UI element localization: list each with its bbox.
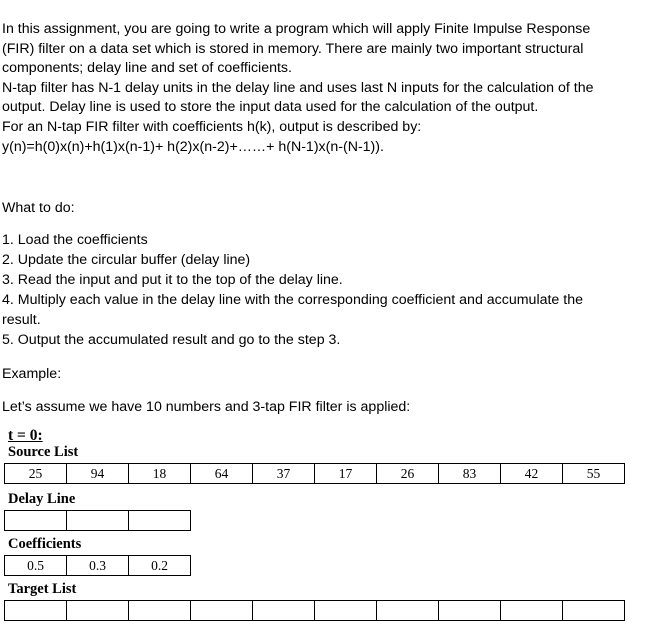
delay-line-table	[4, 510, 191, 531]
coefficients-table	[4, 555, 191, 576]
source-cell: 83	[439, 464, 501, 484]
target-cell	[315, 601, 377, 621]
delay-line-label: Delay Line	[8, 491, 76, 507]
intro-line: output. Delay line is used to store the input data used for the calculation of the output.	[2, 99, 539, 116]
target-list-table	[4, 600, 625, 621]
target-list-label: Target List	[8, 581, 77, 597]
step-item: 2. Update the circular buffer (delay line)	[2, 252, 251, 268]
source-cell: 42	[501, 464, 563, 484]
intro-line: components; delay line and set of coefficients.	[2, 60, 292, 77]
intro-line: In this assignment, you are going to write a program which will apply Finite Impulse Response	[2, 21, 591, 37]
intro-line: N-tap filter has N-1 delay units in the delay line and uses last N inputs for the calculation of the	[2, 79, 594, 96]
fir-equation: y(n)=h(0)x(n)+h(1)x(n-1)+ h(2)x(n-2)+……+ h(N-1)x(n-(N-1)).	[2, 138, 384, 155]
step-item: 3. Read the input and put it to the top of the delay line.	[2, 272, 343, 288]
coefficient-cell: 0.5	[5, 556, 67, 576]
target-cell	[563, 601, 625, 621]
source-cell: 94	[67, 464, 129, 484]
what-to-do-heading: What to do:	[2, 200, 75, 216]
delay-cell	[67, 511, 129, 531]
step-item: 1. Load the coefficients	[2, 232, 148, 248]
coefficient-cell: 0.3	[67, 556, 129, 576]
source-cell: 37	[253, 464, 315, 484]
delay-cell	[5, 511, 67, 531]
time-label: t = 0:	[8, 427, 43, 444]
target-cell	[439, 601, 501, 621]
source-cell: 18	[129, 464, 191, 484]
target-cell	[253, 601, 315, 621]
target-cell	[501, 601, 563, 621]
intro-line: (FIR) filter on a data set which is stored in memory. There are mainly two important structural	[2, 40, 584, 57]
source-cell: 17	[315, 464, 377, 484]
target-cell	[67, 601, 129, 621]
source-cell: 25	[5, 464, 67, 484]
intro-paragraph	[2, 20, 652, 157]
source-cell: 64	[191, 464, 253, 484]
target-cell	[129, 601, 191, 621]
source-list-table	[4, 463, 625, 484]
target-cell	[377, 601, 439, 621]
steps-list	[2, 230, 583, 350]
step-item: 4. Multiply each value in the delay line with the corresponding coefficient and accumulate the	[2, 292, 583, 308]
target-cell	[5, 601, 67, 621]
intro-line: For an N-tap FIR filter with coefficients h(k), output is described by:	[2, 118, 422, 135]
delay-cell	[129, 511, 191, 531]
source-list-label: Source List	[8, 444, 79, 460]
source-cell: 55	[563, 464, 625, 484]
target-cell	[191, 601, 253, 621]
example-heading: Example:	[2, 366, 62, 382]
example-assumption: Let’s assume we have 10 numbers and 3-tap FIR filter is applied:	[2, 399, 411, 415]
step-item: result.	[2, 312, 41, 328]
step-item: 5. Output the accumulated result and go to the step 3.	[2, 332, 341, 348]
source-cell: 26	[377, 464, 439, 484]
coefficient-cell: 0.2	[129, 556, 191, 576]
coefficients-label: Coefficients	[8, 536, 82, 552]
